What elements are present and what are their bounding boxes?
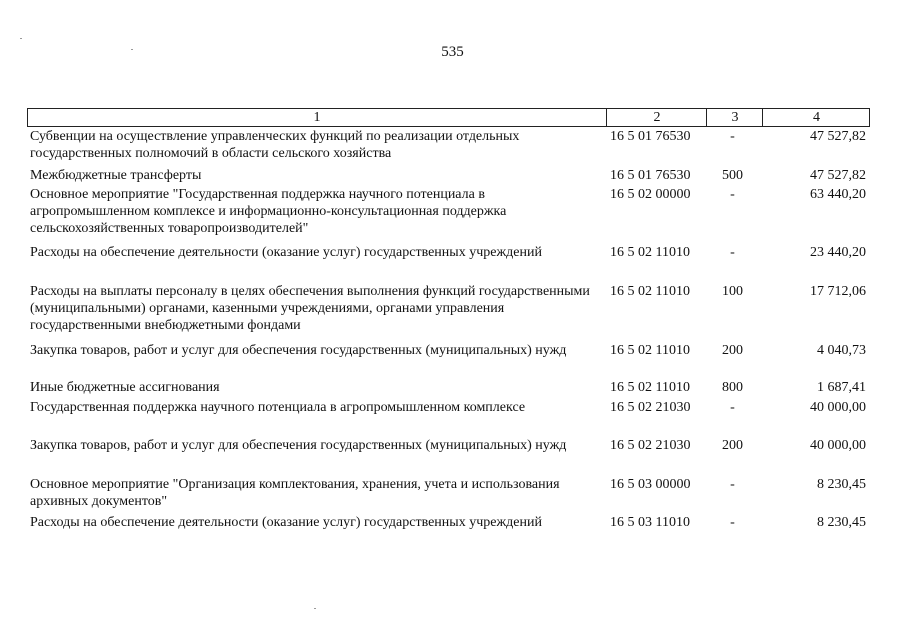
row-code: 16 5 01 76530: [610, 168, 691, 183]
row-name: Закупка товаров, работ и услуг для обеспечения государственных (муниципальных) нужд: [30, 438, 567, 453]
header-col-1: 1: [313, 110, 321, 125]
row-code: 16 5 02 11010: [610, 343, 690, 358]
row-code: 16 5 02 11010: [610, 380, 690, 395]
row-expense-type: -: [730, 400, 735, 415]
row-code: 16 5 03 00000: [610, 477, 691, 492]
row-expense-type: 200: [722, 343, 743, 358]
row-amount: 47 527,82: [810, 168, 866, 183]
row-expense-type: 200: [722, 438, 743, 453]
row-expense-type: -: [730, 129, 735, 144]
row-amount: 8 230,45: [817, 477, 866, 492]
row-expense-type: 500: [722, 168, 743, 183]
scan-speck: [314, 608, 316, 609]
header-col-2: 2: [606, 109, 707, 126]
row-expense-type: -: [730, 515, 735, 530]
page-number: 535: [441, 44, 464, 60]
row-code: 16 5 02 21030: [610, 438, 691, 453]
row-amount: 4 040,73: [817, 343, 866, 358]
row-name: Межбюджетные трансферты: [30, 168, 202, 183]
table-header: [27, 108, 870, 127]
row-expense-type: -: [730, 477, 735, 492]
row-expense-type: -: [730, 245, 735, 260]
scan-speck: [20, 38, 22, 39]
row-amount: 8 230,45: [817, 515, 866, 530]
header-col-4: 4: [762, 109, 870, 126]
header-col-3: 3: [706, 109, 763, 126]
row-code: 16 5 02 11010: [610, 245, 690, 260]
scan-speck: [131, 49, 133, 50]
row-amount: 47 527,82: [810, 129, 866, 144]
row-name: Иные бюджетные ассигнования: [30, 380, 220, 395]
row-amount: 40 000,00: [810, 400, 866, 415]
row-amount: 40 000,00: [810, 438, 866, 453]
row-amount: 63 440,20: [810, 187, 866, 202]
row-amount: 1 687,41: [817, 380, 866, 395]
row-expense-type: 100: [722, 284, 743, 299]
row-name: Расходы на выплаты персоналу в целях обеспечения выполнения функций государственными (муниципальными) органами, казенными учреждениями, органами управления государственными внебюджетными фондами: [30, 284, 590, 333]
row-name: Субвенции на осуществление управленческих функций по реализации отдельных государственных полномочий в области сельского хозяйства: [30, 129, 520, 161]
row-expense-type: -: [730, 187, 735, 202]
row-amount: 17 712,06: [810, 284, 866, 299]
row-expense-type: 800: [722, 380, 743, 395]
row-name: Расходы на обеспечение деятельности (оказание услуг) государственных учреждений: [30, 245, 542, 260]
row-code: 16 5 03 11010: [610, 515, 690, 530]
row-amount: 23 440,20: [810, 245, 866, 260]
row-code: 16 5 02 11010: [610, 284, 690, 299]
row-name: Государственная поддержка научного потенциала в агропромышленном комплексе: [30, 400, 526, 415]
row-code: 16 5 01 76530: [610, 129, 691, 144]
row-code: 16 5 02 21030: [610, 400, 691, 415]
row-name: Основное мероприятие "Государственная поддержка научного потенциала в агропромышленном комплексе и информационно-консультационная поддержка сельскохозяйственных товаропроизводителей": [30, 187, 507, 236]
row-name: Закупка товаров, работ и услуг для обеспечения государственных (муниципальных) нужд: [30, 343, 567, 358]
row-name: Расходы на обеспечение деятельности (оказание услуг) государственных учреждений: [30, 515, 542, 530]
row-name: Основное мероприятие "Организация комплектования, хранения, учета и использования архивных документов": [30, 477, 560, 509]
row-code: 16 5 02 00000: [610, 187, 691, 202]
